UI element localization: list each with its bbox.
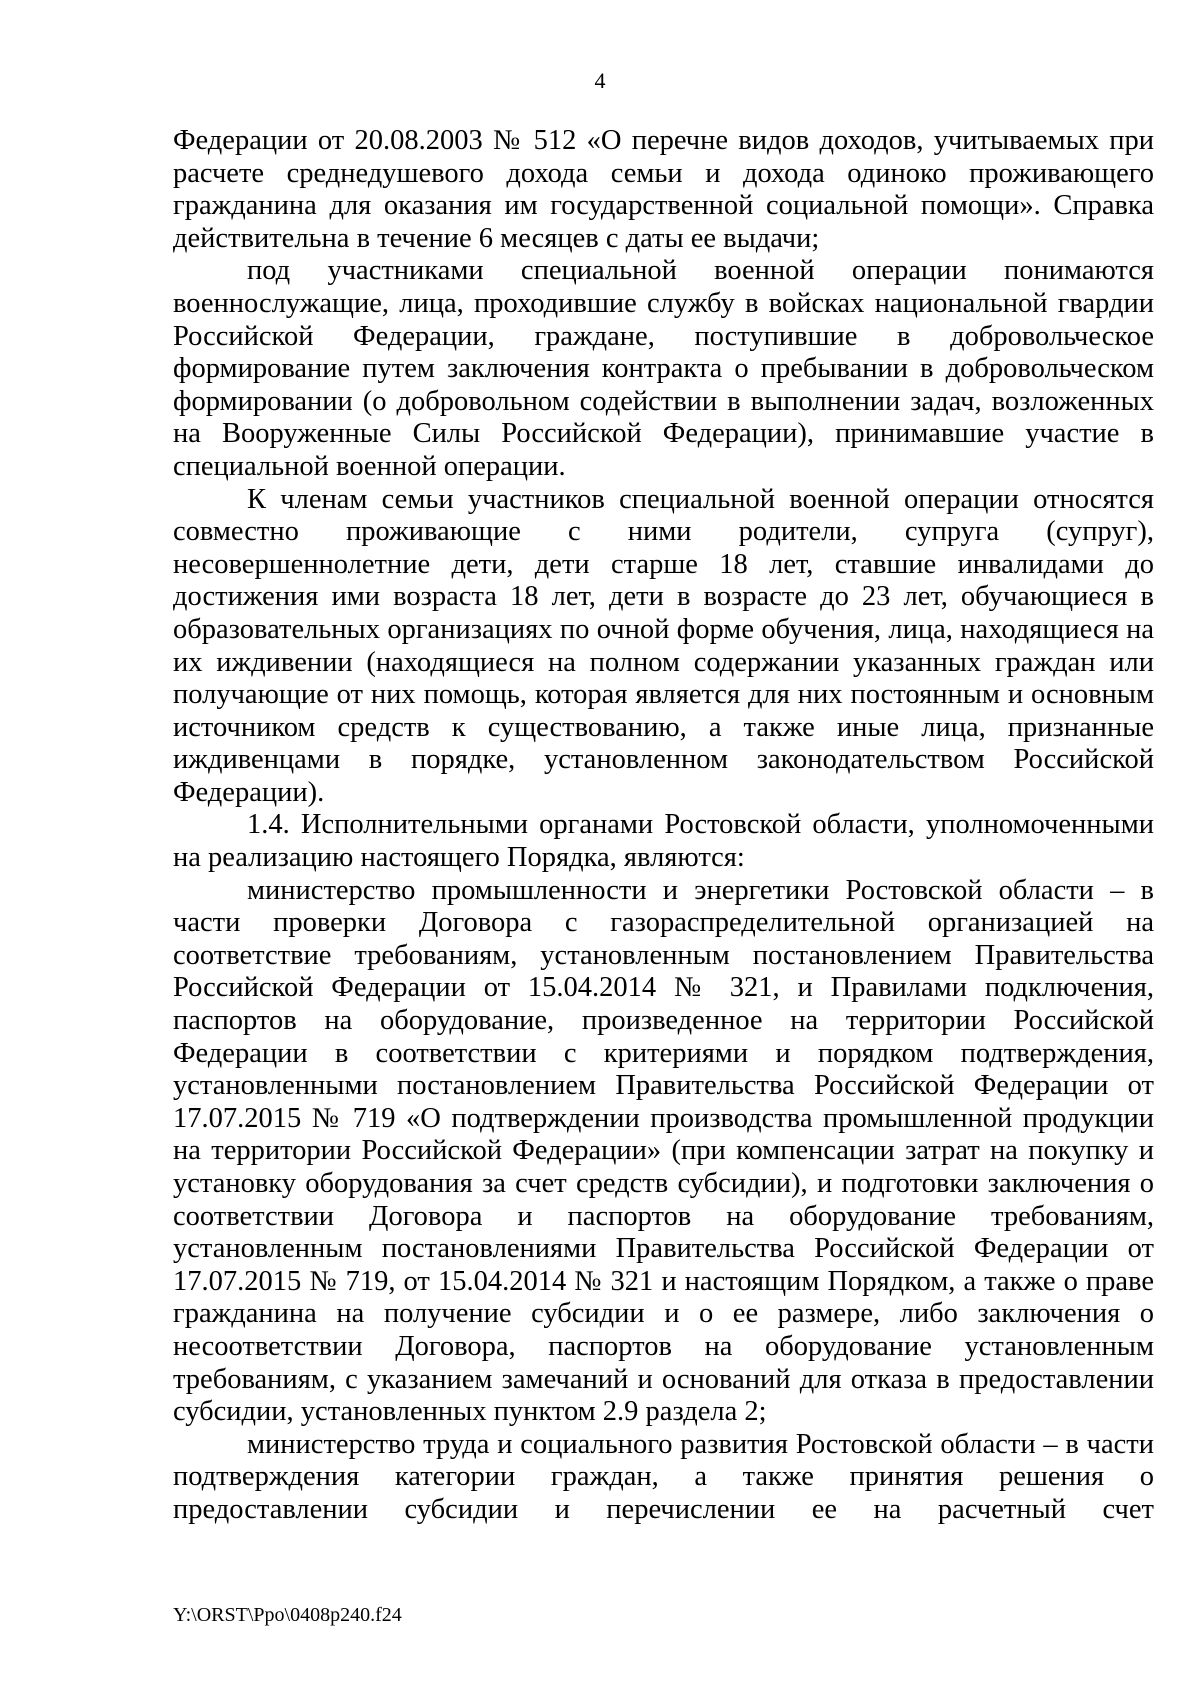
paragraph-3: К членам семьи участников специальной военной операции относятся совместно проживающие с ними родители, супруга (супруг), несовершеннолетние дети, дети старше 18 лет, ставшие инвалидами до достижения ими возраста 18 лет, дети в возрасте до 23 лет, обучающиеся в образовательных организациях по очной форме обучения, лица, находящиеся на их иждивении (находящиеся на полном содержании указанных граждан или получающие от них помощь, которая является для них постоянным и основным источником средств к существованию, а также иные лица, признанные иждивенцами в порядке, установленном законодательством Российской Федерации). bbox=[173, 483, 1154, 808]
paragraph-1: Федерации от 20.08.2003 № 512 «О перечне видов доходов, учитываемых при расчете среднедушевого дохода семьи и дохода одиноко проживающего гражданина для оказания им государственной социальной помощи». Справка действительна в течение 6 месяцев с даты ее выдачи; bbox=[173, 125, 1154, 254]
document-body bbox=[173, 125, 1154, 1527]
page-number: 4 bbox=[594, 68, 606, 93]
paragraph-4: 1.4. Исполнительными органами Ростовской области, уполномоченными на реализацию настоящего Порядка, являются: bbox=[173, 809, 1154, 874]
paragraph-2: под участниками специальной военной операции понимаются военнослужащие, лица, проходившие службу в войсках национальной гвардии Российской Федерации, граждане, поступившие в добровольческое формирование путем заключения контракта о пребывании в добровольческом формировании (о добровольном содействии в выполнении задач, возложенных на Вооруженные Силы Российской Федерации), принимавшие участие в специальной военной операции. bbox=[173, 255, 1154, 482]
paragraph-5: министерство промышленности и энергетики Ростовской области – в части проверки Договора с газораспределительной организацией на соответствие требованиям, установленным постановлением Правительства Российской Федерации от 15.04.2014 № 321, и Правилами подключения, паспортов на оборудование, произведенное на территории Российской Федерации в соответствии с критериями и порядком подтверждения, установленными постановлением Правительства Российской Федерации от 17.07.2015 № 719 «О подтверждении производства промышленной продукции на территории Российской Федерации» (при компенсации затрат на покупку и установку оборудования за счет средств субсидии), и подготовки заключения о соответствии Договора и паспортов на оборудование требованиям, установленным постановлениями Правительства Российской Федерации от 17.07.2015 № 719, от 15.04.2014 № 321 и настоящим Порядком, а также о праве гражданина на получение субсидии и о ее размере, либо заключения о несоответствии Договора, паспортов на оборудование установленным требованиям, с указанием замечаний и оснований для отказа в предоставлении субсидии, установленных пунктом 2.9 раздела 2; bbox=[173, 874, 1154, 1428]
paragraph-6: министерство труда и социального развития Ростовской области – в части подтверждения категории граждан, а также принятия решения о предоставлении субсидии и перечислении ее на расчетный счет bbox=[173, 1428, 1154, 1525]
file-path-footer: Y:\ORST\Ppo\0408p240.f24 bbox=[173, 1604, 402, 1626]
